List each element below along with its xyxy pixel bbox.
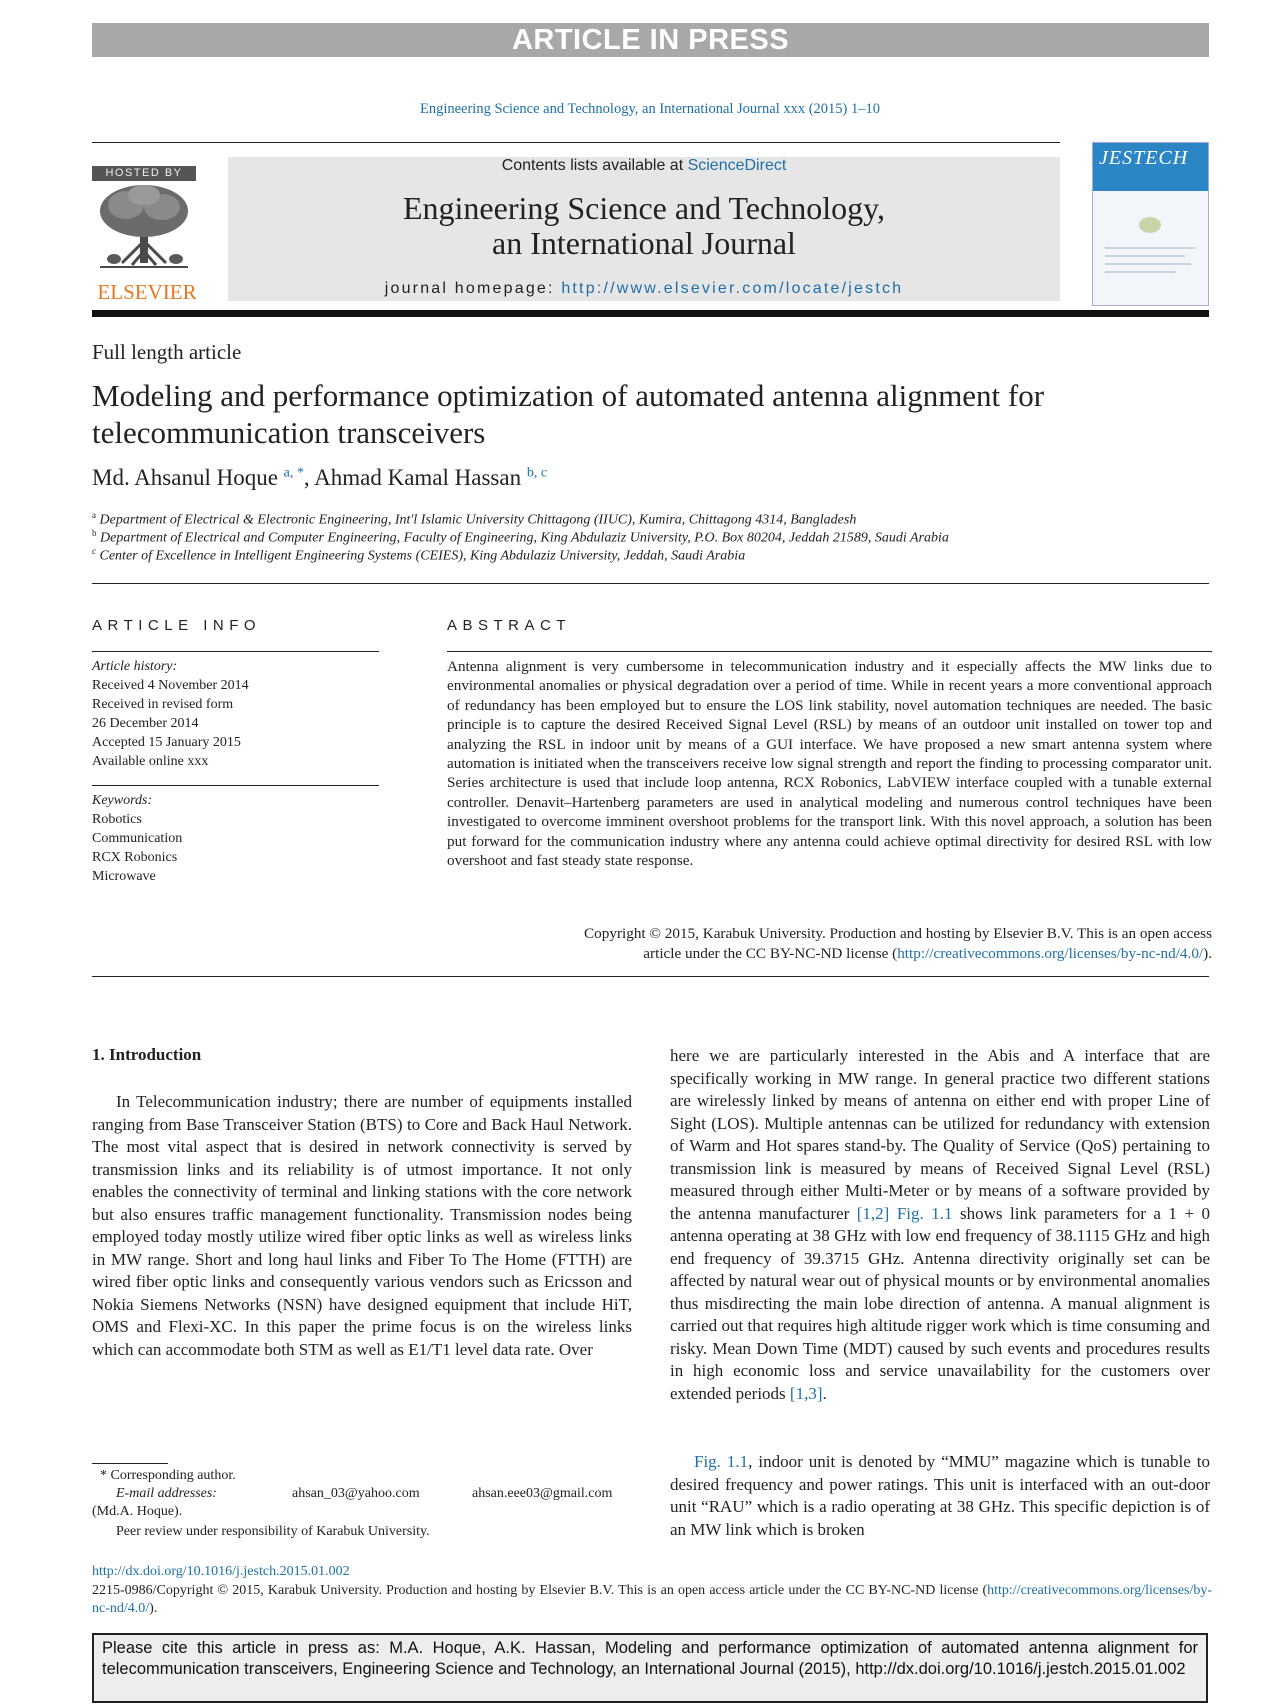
cover-line	[1105, 247, 1195, 249]
keyword: Microwave	[92, 869, 156, 884]
article-title: Modeling and performance optimization of automated antenna alignment for telecommunication transceivers	[92, 378, 1045, 450]
cover-emblem-icon	[1139, 217, 1161, 233]
intro-paragraph-right-2	[670, 1451, 1210, 1541]
masthead-thick-rule	[92, 310, 1209, 317]
copyright-prefix: article under the CC BY-NC-ND license (	[643, 945, 898, 962]
history-item: Received in revised form	[92, 697, 234, 712]
paragraph-text: shows link parameters for a 1 + 0 antenna operating at 38 GHz with low end frequency of 38.1115 GHz and high end frequency of 39.3715 GHz. Antenna directivity originally set can be affected by natural wear out of physical mounts or by environmental anomalies thus misdirecting the main lobe direction of antenna. A manual alignment is carried out that requires high altitude rigger work which is time consuming and risky. Mean Down Time (MDT) caused by such events and procedures results in high economic loss and service unavailability for the customers over extended periods	[670, 1203, 1210, 1403]
citation-link[interactable]: [1,3]	[789, 1383, 823, 1403]
history-item: Available online xxx	[92, 754, 209, 769]
sciencedirect-link[interactable]: ScienceDirect	[687, 157, 787, 174]
affiliation-mark: b	[92, 528, 97, 538]
license-link[interactable]: http://creativecommons.org/licenses/by-nc-nd/4.0/	[92, 1582, 1212, 1616]
license-link[interactable]: http://creativecommons.org/licenses/by-nc-nd/4.0/	[897, 945, 1204, 962]
author-name[interactable]: Md. Ahsanul Hoque	[92, 465, 278, 490]
history-item: Received 4 November 2014	[92, 678, 249, 693]
cover-line	[1105, 263, 1191, 265]
paragraph-text: here we are particularly interested in the Abis and A interface that are specifically working in MW range. In general practice two different stations are wirelessly linked by means of antenna on either end with proper Line of Sight (LOS). Multiple antennas can be utilized for redundancy with extension of Warm and Hot spares stand-by. The Quality of Service (QoS) pertaining to transmission link is measured by means of Received Signal Level (RSL) measured through either Multi-Meter or by means of a software provided by the antenna manufacturer	[670, 1046, 1210, 1223]
history-label: Article history:	[92, 659, 178, 674]
copyright-line-2	[447, 944, 1212, 964]
journal-title-line-1: Engineering Science and Technology,	[402, 190, 886, 226]
journal-reference-link[interactable]: Engineering Science and Technology, an International Journal xxx (2015) 1–10	[419, 101, 881, 117]
author-list	[92, 465, 547, 491]
paragraph-text: .	[822, 1383, 827, 1403]
paragraph-text: , indoor unit is denoted by “MMU” magazine which is tunable to desired frequency and power ratings. This unit is interfaced with an out-door unit “RAU” which is a radio operating at 38 GHz. This specific depiction is of an MW link which is broken	[670, 1452, 1210, 1539]
issn-copyright-suffix: ).	[149, 1601, 158, 1616]
footnote-rule	[92, 1463, 168, 1464]
author-separator: ,	[303, 465, 315, 490]
abstract-heading: ABSTRACT	[447, 617, 572, 634]
copyright-suffix: ).	[1203, 945, 1212, 962]
abstract-rule	[447, 651, 1212, 652]
elsevier-tree-icon	[92, 181, 196, 271]
abstract-copyright	[447, 924, 1212, 964]
doi-and-copyright	[92, 1563, 1212, 1619]
doi-link[interactable]: http://dx.doi.org/10.1016/j.jestch.2015.01.002	[92, 1564, 350, 1579]
email-link[interactable]: ahsan.eee03@gmail.com	[472, 1486, 613, 1501]
article-history	[92, 657, 382, 771]
figure-reference-link[interactable]: Fig. 1.1	[896, 1203, 953, 1223]
journal-title-line-2: an International Journal	[492, 225, 796, 261]
article-info-rule	[92, 651, 379, 652]
section-rule	[92, 583, 1209, 584]
abstract-body: Antenna alignment is very cumbersome in telecommunication industry and it especially affects the MW links due to environmental anomalies or physical degradation over a period of time. While in recent years a more conventional approach of redundancy has been employed but to ensure the LOS link stability, novel automation techniques are needed. The basic principle is to capture the desired Received Signal Level (RSL) by means of an outdoor unit installed on tower top and analyzing the RSL in indoor unit by means of a GUI interface. We have proposed a new smart antenna system where automation is initiated when the transceivers receive low signal strength and report the finding to processing comparator unit. Series architecture is used that include loop antenna, RCX Robonics, LabVIEW interface coupled with a tunable external controller. Denavit–Hartenberg parameters are used in analytical modeling and numerous control techniques have been investigated to overcome imminent overshoot problems for the transport link. With this novel approach, a solution has been put forward for the communication industry where any antenna could achieve optimal directivity for desired RSL with low overshoot and fast steady state response.	[447, 658, 1212, 870]
section-heading-introduction: 1. Introduction	[92, 1045, 202, 1064]
homepage-prefix: journal homepage:	[384, 280, 562, 297]
journal-homepage-link[interactable]: http://www.elsevier.com/locate/jestch	[561, 280, 904, 297]
article-type: Full length article	[92, 340, 242, 364]
elsevier-wordmark: ELSEVIER	[97, 280, 197, 304]
history-item: 26 December 2014	[92, 716, 199, 731]
affiliation-mark: a	[92, 510, 96, 520]
affiliation-mark: c	[92, 546, 96, 556]
keyword: RCX Robonics	[92, 850, 178, 865]
publisher-logo	[92, 166, 196, 305]
affiliation	[92, 510, 856, 529]
affiliation-text: Department of Electrical & Electronic Engineering, Int'l Islamic University Chittagong (IIUC), Kumira, Chittagong 4314, Bangladesh	[99, 512, 857, 528]
affiliation-text: Department of Electrical and Computer Engineering, Faculty of Engineering, King Abdulaziz University, P.O. Box 80204, Jeddah 21589, Saudi Arabia	[100, 530, 949, 546]
contents-line	[228, 157, 1060, 175]
affiliation-text: Center of Excellence in Intelligent Engineering Systems (CEIES), King Abdulaziz University, Jeddah, Saudi Arabia	[99, 548, 746, 564]
issn-copyright	[92, 1582, 1212, 1619]
footnote-text: Corresponding author.	[110, 1468, 236, 1483]
article-info-heading: ARTICLE INFO	[92, 617, 262, 634]
intro-paragraph-left: In Telecommunication industry; there are number of equipments installed ranging from Base Transceiver Station (BTS) to Core and Back Haul Network. The most vital aspect that is desired in network connectivity is served by transmission links and its reliability is of utmost importance. It not only enables the connectivity of terminal and linking stations with the core network but also ensures traffic management functionality. Transmission nodes being employed today mostly utilize wired fiber optic links as well as wireless links in MW range. Short and long haul links and Fiber To The Home (FTTH) are wired fiber optic links and consequently various vendors such as Ericsson and Nokia Siemens Networks (NSN) have designed equipment that include HiT, OMS and Flexi-XC. In this paper the prime focus is on the wireless links which can accommodate both STM as well as E1/T1 level data rate. Over	[92, 1092, 632, 1359]
journal-homepage-line	[228, 280, 1060, 298]
keywords-label: Keywords:	[92, 793, 153, 808]
issn-copyright-text: 2215-0986/Copyright © 2015, Karabuk University. Production and hosting by Elsevier B.V. This is an open access article under the CC BY-NC-ND license (	[92, 1582, 988, 1598]
hosted-by-label: HOSTED BY	[92, 166, 196, 181]
citation-notice: Please cite this article in press as: M.A. Hoque, A.K. Hassan, Modeling and performance optimization of automated antenna alignment for telecommunication transceivers, Engineering Science and Technology, an International Journal (2015), http://dx.doi.org/10.1016/j.jestch.2015.01.002	[92, 1633, 1208, 1703]
copyright-line-1: Copyright © 2015, Karabuk University. Production and hosting by Elsevier B.V. This is an open access	[584, 925, 1212, 942]
affiliation	[92, 546, 745, 565]
article-in-press-banner: ARTICLE IN PRESS	[92, 23, 1209, 57]
contents-prefix: Contents lists available at	[501, 157, 688, 174]
email-link[interactable]: ahsan_03@yahoo.com	[292, 1486, 420, 1501]
cover-line	[1105, 271, 1175, 273]
header-rule	[92, 142, 1060, 143]
author-affiliation-marks[interactable]: a, *	[283, 465, 304, 481]
keyword: Robotics	[92, 812, 142, 827]
section-rule	[92, 976, 1209, 977]
history-item: Accepted 15 January 2015	[92, 735, 241, 750]
email-owner: (Md.A. Hoque).	[92, 1504, 183, 1519]
author-name[interactable]: Ahmad Kamal Hassan	[314, 465, 522, 490]
affiliation	[92, 528, 949, 547]
journal-cover-thumbnail	[1092, 142, 1209, 306]
figure-reference-link[interactable]: Fig. 1.1	[694, 1452, 749, 1471]
keywords-rule	[92, 785, 379, 786]
email-label: E-mail addresses:	[116, 1486, 217, 1501]
author-affiliation-marks[interactable]: b, c	[526, 465, 548, 481]
cover-title: JESTECH	[1099, 147, 1189, 169]
peer-review-note: Peer review under responsibility of Karabuk University.	[116, 1524, 430, 1539]
cover-line	[1105, 255, 1185, 257]
keyword: Communication	[92, 831, 183, 846]
keywords-list	[92, 791, 382, 886]
corresponding-author-note: * Corresponding author.	[100, 1468, 236, 1483]
intro-paragraph-right-1	[670, 1045, 1210, 1405]
citation-link[interactable]: [1,2]	[856, 1203, 890, 1223]
